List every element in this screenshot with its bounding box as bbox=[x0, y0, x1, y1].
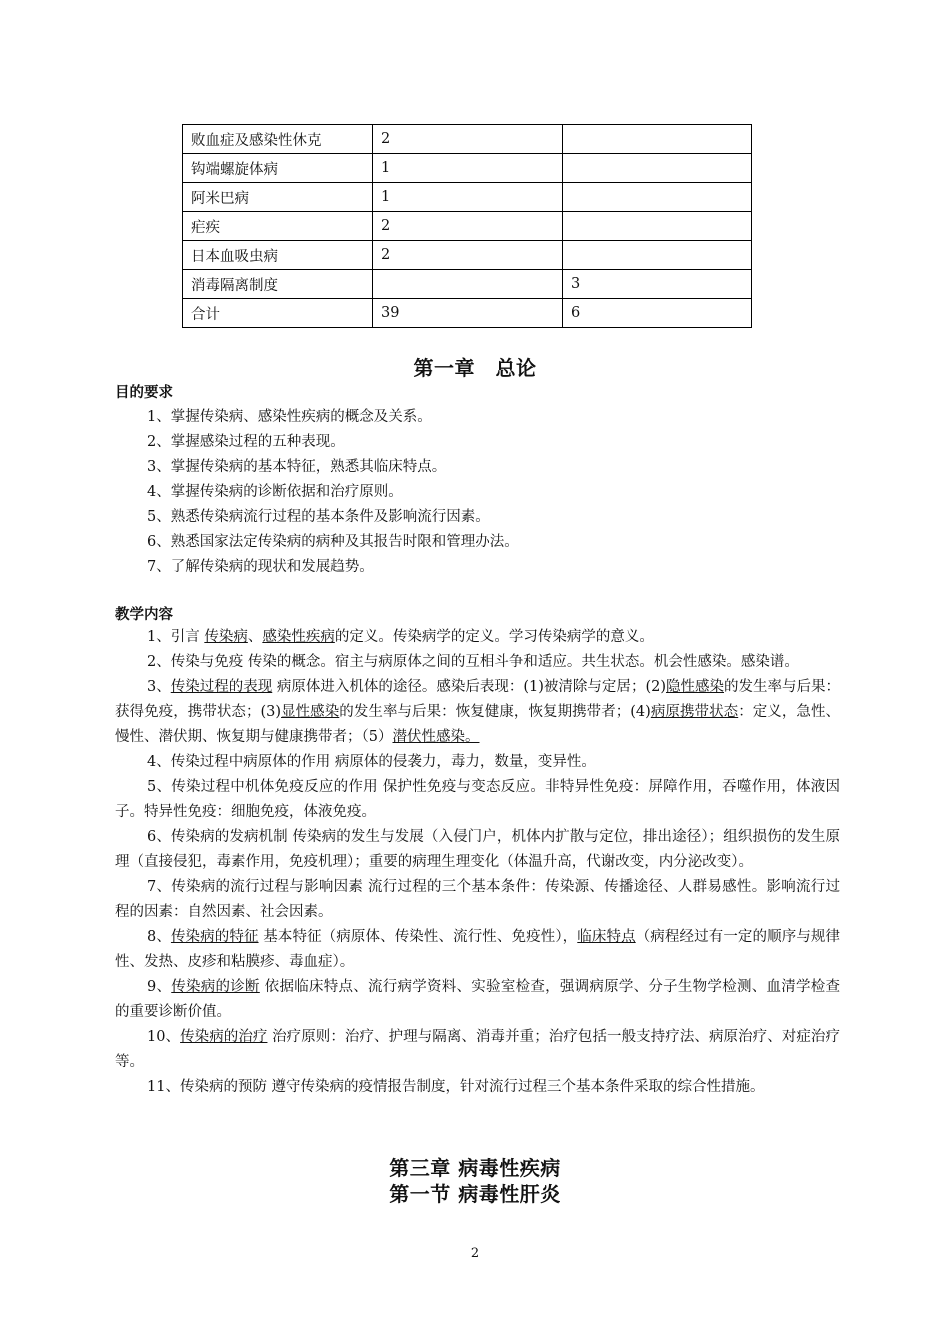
hours-table bbox=[182, 124, 752, 328]
table-cell-name: 败血症及感染性休克 bbox=[183, 125, 373, 154]
content-paragraph-10: 10、传染病的治疗 治疗原则：治疗、护理与隔离、消毒并重；治疗包括一般支持疗法、病原治疗、对症治疗等。 bbox=[115, 1029, 840, 1070]
table-cell-practice bbox=[563, 212, 752, 241]
table-cell-theory: 2 bbox=[373, 241, 563, 270]
table-cell-name: 疟疾 bbox=[183, 212, 373, 241]
objective-item: 6、熟悉国家法定传染病的病种及其报告时限和管理办法。 bbox=[147, 534, 519, 550]
table-row bbox=[183, 183, 752, 212]
table-cell-theory bbox=[373, 270, 563, 299]
table-cell-practice: 3 bbox=[563, 270, 752, 299]
table-row bbox=[183, 299, 752, 328]
content-paragraph-9: 9、传染病的诊断 依据临床特点、流行病学资料、实验室检查，强调病原学、分子生物学检测、血清学检查的重要诊断价值。 bbox=[115, 979, 841, 1020]
table-cell-name: 合计 bbox=[183, 299, 373, 328]
section-title: 第一节 病毒性肝炎 bbox=[389, 1182, 561, 1206]
table-cell-name: 阿米巴病 bbox=[183, 183, 373, 212]
content-paragraph-1: 1、引言 传染病、感染性疾病的定义。传染病学的定义。学习传染病学的意义。 bbox=[147, 629, 654, 645]
table-cell-theory: 2 bbox=[373, 212, 563, 241]
term-link: 感染性疾病 bbox=[262, 629, 335, 645]
objectives-list bbox=[147, 405, 519, 580]
table-cell-name: 日本血吸虫病 bbox=[183, 241, 373, 270]
content-paragraph-3: 3、传染过程的表现 病原体进入机体的途径。感染后表现：(1)被清除与定居；(2)隐性感染的发生率与后果：获得免疫，携带状态；(3)显性感染的发生率与后果：恢复健康，恢复期携带者；(4)病原携带状态：定义，急性、慢性、潜伏期、恢复期与健康携带者；（5）潜伏性感染。 bbox=[115, 679, 841, 745]
table-cell-name: 钩端螺旋体病 bbox=[183, 154, 373, 183]
table-cell-practice bbox=[563, 183, 752, 212]
content-paragraph-6: 6、传染病的发病机制 传染病的发生与发展（入侵门户，机体内扩散与定位，排出途径）；组织损伤的发生原理（直接侵犯，毒素作用，免疫机理）；重要的病理生理变化（体温升高，代谢改变，内分泌改变）。 bbox=[115, 829, 840, 870]
objective-item: 1、掌握传染病、感染性疾病的概念及关系。 bbox=[147, 409, 432, 425]
objective-item: 4、掌握传染病的诊断依据和治疗原则。 bbox=[147, 484, 403, 500]
table-cell-name: 消毒隔离制度 bbox=[183, 270, 373, 299]
table-cell-practice bbox=[563, 241, 752, 270]
chapter3-title: 第三章 病毒性疾病 bbox=[389, 1156, 561, 1180]
table-cell-theory: 2 bbox=[373, 125, 563, 154]
table-cell-theory: 1 bbox=[373, 154, 563, 183]
objective-item: 5、熟悉传染病流行过程的基本条件及影响流行因素。 bbox=[147, 509, 490, 525]
table-row bbox=[183, 212, 752, 241]
content-paragraph-11: 11、传染病的预防 遵守传染病的疫情报告制度，针对流行过程三个基本条件采取的综合性措施。 bbox=[147, 1079, 765, 1095]
teaching-content bbox=[115, 625, 840, 1100]
table-row bbox=[183, 241, 752, 270]
table-row bbox=[183, 154, 752, 183]
content-paragraph-7: 7、传染病的流行过程与影响因素 流行过程的三个基本条件：传染源、传播途径、人群易感性。影响流行过程的因素：自然因素、社会因素。 bbox=[115, 879, 840, 920]
table-cell-theory: 39 bbox=[373, 299, 563, 328]
content-paragraph-8: 8、传染病的特征 基本特征（病原体、传染性、流行性、免疫性），临床特点（病程经过有一定的顺序与规律性、发热、皮疹和粘膜疹、毒血症）。 bbox=[115, 929, 841, 970]
table-cell-practice: 6 bbox=[563, 299, 752, 328]
content-paragraph-4: 4、传染过程中病原体的作用 病原体的侵袭力，毒力，数量，变异性。 bbox=[147, 754, 596, 770]
table-cell-theory: 1 bbox=[373, 183, 563, 212]
table-row bbox=[183, 270, 752, 299]
objectives-heading: 目的要求 bbox=[115, 385, 173, 401]
page-number: 2 bbox=[470, 1246, 480, 1261]
content-heading: 教学内容 bbox=[115, 607, 173, 623]
table-row bbox=[183, 125, 752, 154]
table-cell-practice bbox=[563, 154, 752, 183]
objective-item: 7、了解传染病的现状和发展趋势。 bbox=[147, 559, 374, 575]
chapter-title: 第一章 总论 bbox=[413, 356, 537, 380]
term-link: 传染病 bbox=[204, 629, 248, 645]
objective-item: 2、掌握感染过程的五种表现。 bbox=[147, 434, 345, 450]
content-paragraph-2: 2、传染与免疫 传染的概念。宿主与病原体之间的互相斗争和适应。共生状态。机会性感染。感染谱。 bbox=[147, 654, 799, 670]
content-paragraph-5: 5、传染过程中机体免疫反应的作用 保护性免疫与变态反应。非特异性免疫：屏障作用，吞噬作用，体液因子。特异性免疫：细胞免疫，体液免疫。 bbox=[115, 779, 840, 820]
table-cell-practice bbox=[563, 125, 752, 154]
objective-item: 3、掌握传染病的基本特征，熟悉其临床特点。 bbox=[147, 459, 447, 475]
